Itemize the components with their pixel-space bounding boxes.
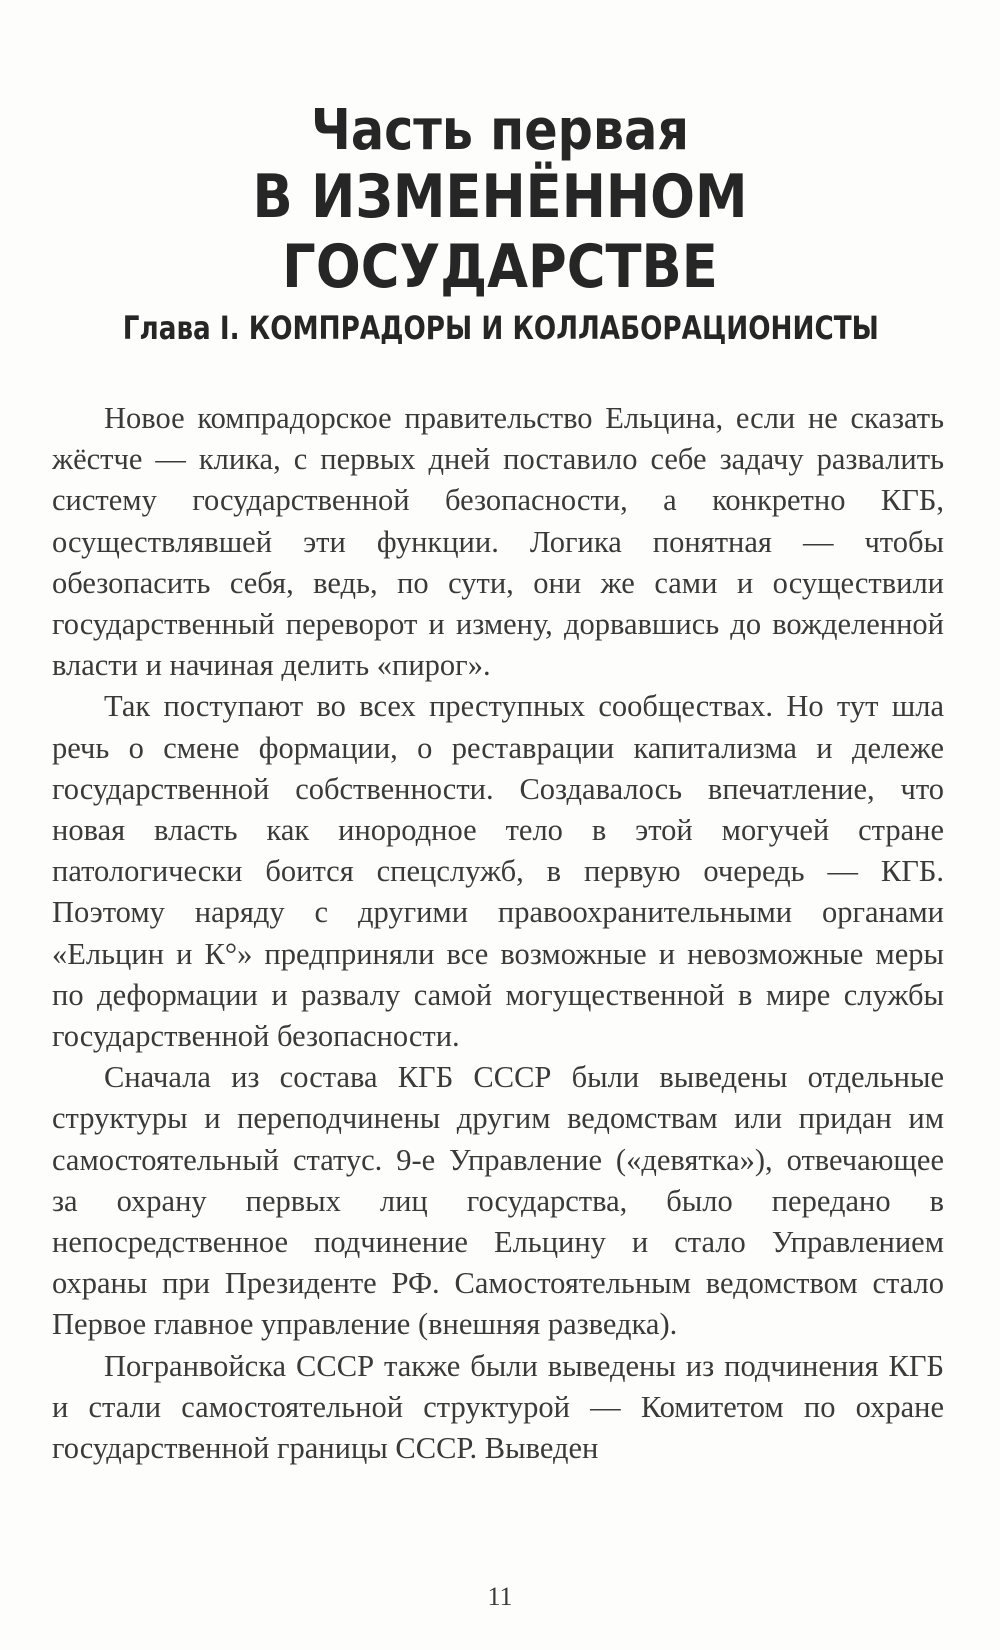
part-heading — [95, 100, 905, 302]
paragraph: Сначала из состава КГБ СССР были выведены отдельные структуры и переподчинены другим ведомствам или придан им самостоятельный статус. 9-е Управление («девятка»), отвечающее за охрану первых лиц государства, было передано в непосредственное подчинение Ельцину и стало Управлением охраны при Президенте РФ. Самостоятельным ведомством стало Первое главное управление (внешняя разведка). — [52, 1060, 944, 1342]
body-text — [52, 398, 944, 1469]
paragraph: Так поступают во всех преступных сообществах. Но тут шла речь о смене формации, о реставрации капитализма и дележе государственной собственности. Создавалось впечатление, что новая власть как инородное тело в этой могучей стране патологически боится спецслужб, в первую очередь — КГБ. Поэтому наряду с другими правоохранительными органами «Ельцин и К°» предприняли все возможные и невозможные меры по деформации и развалу самой могущественной в мире службы государственной безопасности. — [52, 689, 944, 1054]
part-subtitle: В ИЗМЕНЁННОМ ГОСУДАРСТВЕ — [252, 162, 748, 302]
part-title: Часть первая — [310, 98, 689, 163]
paragraph: Погранвойска СССР также были выведены из подчинения КГБ и стали самостоятельной структурой — Комитетом по охране государственной границы СССР. Выведен — [52, 1348, 944, 1466]
page-number: 11 — [487, 1582, 513, 1611]
paragraph: Новое компрадорское правительство Ельцина, если не сказать жёстче — клика, с первых дней поставило себе задачу развалить систему государственной безопасности, а конкретно КГБ, осуществлявшей эти функции. Логика понятная — чтобы обезопасить себя, ведь, по сути, они же сами и осуществили государственный переворот и измену, дорвавшись до вожделенной власти и начиная делить «пирог». — [52, 401, 944, 683]
chapter-title: Глава I. КОМПРАДОРЫ И КОЛЛАБОРАЦИОНИСТЫ — [122, 309, 879, 347]
